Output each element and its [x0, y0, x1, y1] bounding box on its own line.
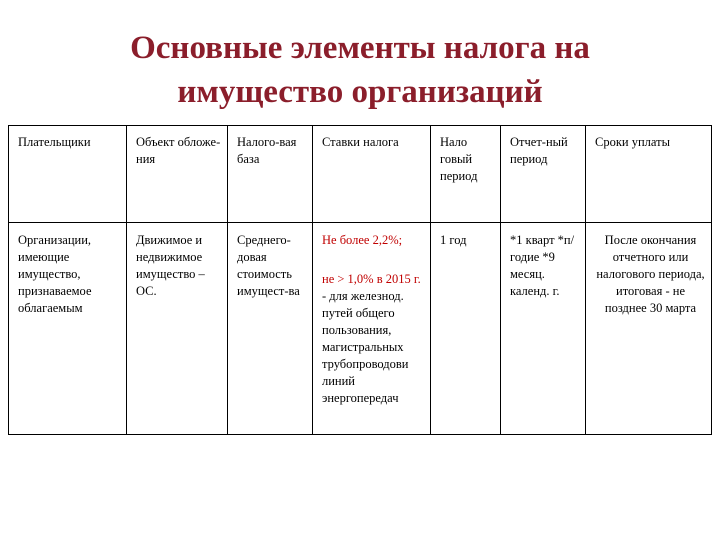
header-reporting-period: Отчет-ный период [501, 126, 586, 223]
cell-rates [313, 223, 431, 435]
table-row [9, 223, 712, 435]
header-rates: Ставки налога [313, 126, 431, 223]
cell-reporting-period: *1 кварт *п/годие *9 месяц. календ. г. [501, 223, 586, 435]
cell-payment-terms: После окончания отчетного или налогового периода, итоговая - не позднее 30 марта [586, 223, 712, 435]
header-object: Объект обложе-ния [127, 126, 228, 223]
slide-title [0, 26, 720, 114]
cell-base: Среднего-довая стоимость имущест-ва [228, 223, 313, 435]
slide-title-line-2: имущество организаций [177, 74, 543, 110]
tax-elements-table [8, 125, 712, 435]
header-payers: Плательщики [9, 126, 127, 223]
cell-tax-period: 1 год [431, 223, 501, 435]
header-row [9, 126, 712, 223]
header-tax-period: Нало говый период [431, 126, 501, 223]
rate-reduced: не > 1,0% в 2015 г. [322, 272, 421, 286]
slide-title-line-1: Основные элементы налога на [130, 30, 590, 66]
rate-reduced-scope: - для железнод. путей общего пользования, магистральных трубопроводови линий энергопередач [322, 289, 409, 405]
cell-object: Движимое и недвижимое имущество – ОС. [127, 223, 228, 435]
cell-payers: Организации, имеющие имущество, признаваемое облагаемым [9, 223, 127, 435]
header-base: Налого-вая база [228, 126, 313, 223]
header-payment-terms: Сроки уплаты [586, 126, 712, 223]
rate-general: Не более 2,2%; [322, 233, 403, 247]
